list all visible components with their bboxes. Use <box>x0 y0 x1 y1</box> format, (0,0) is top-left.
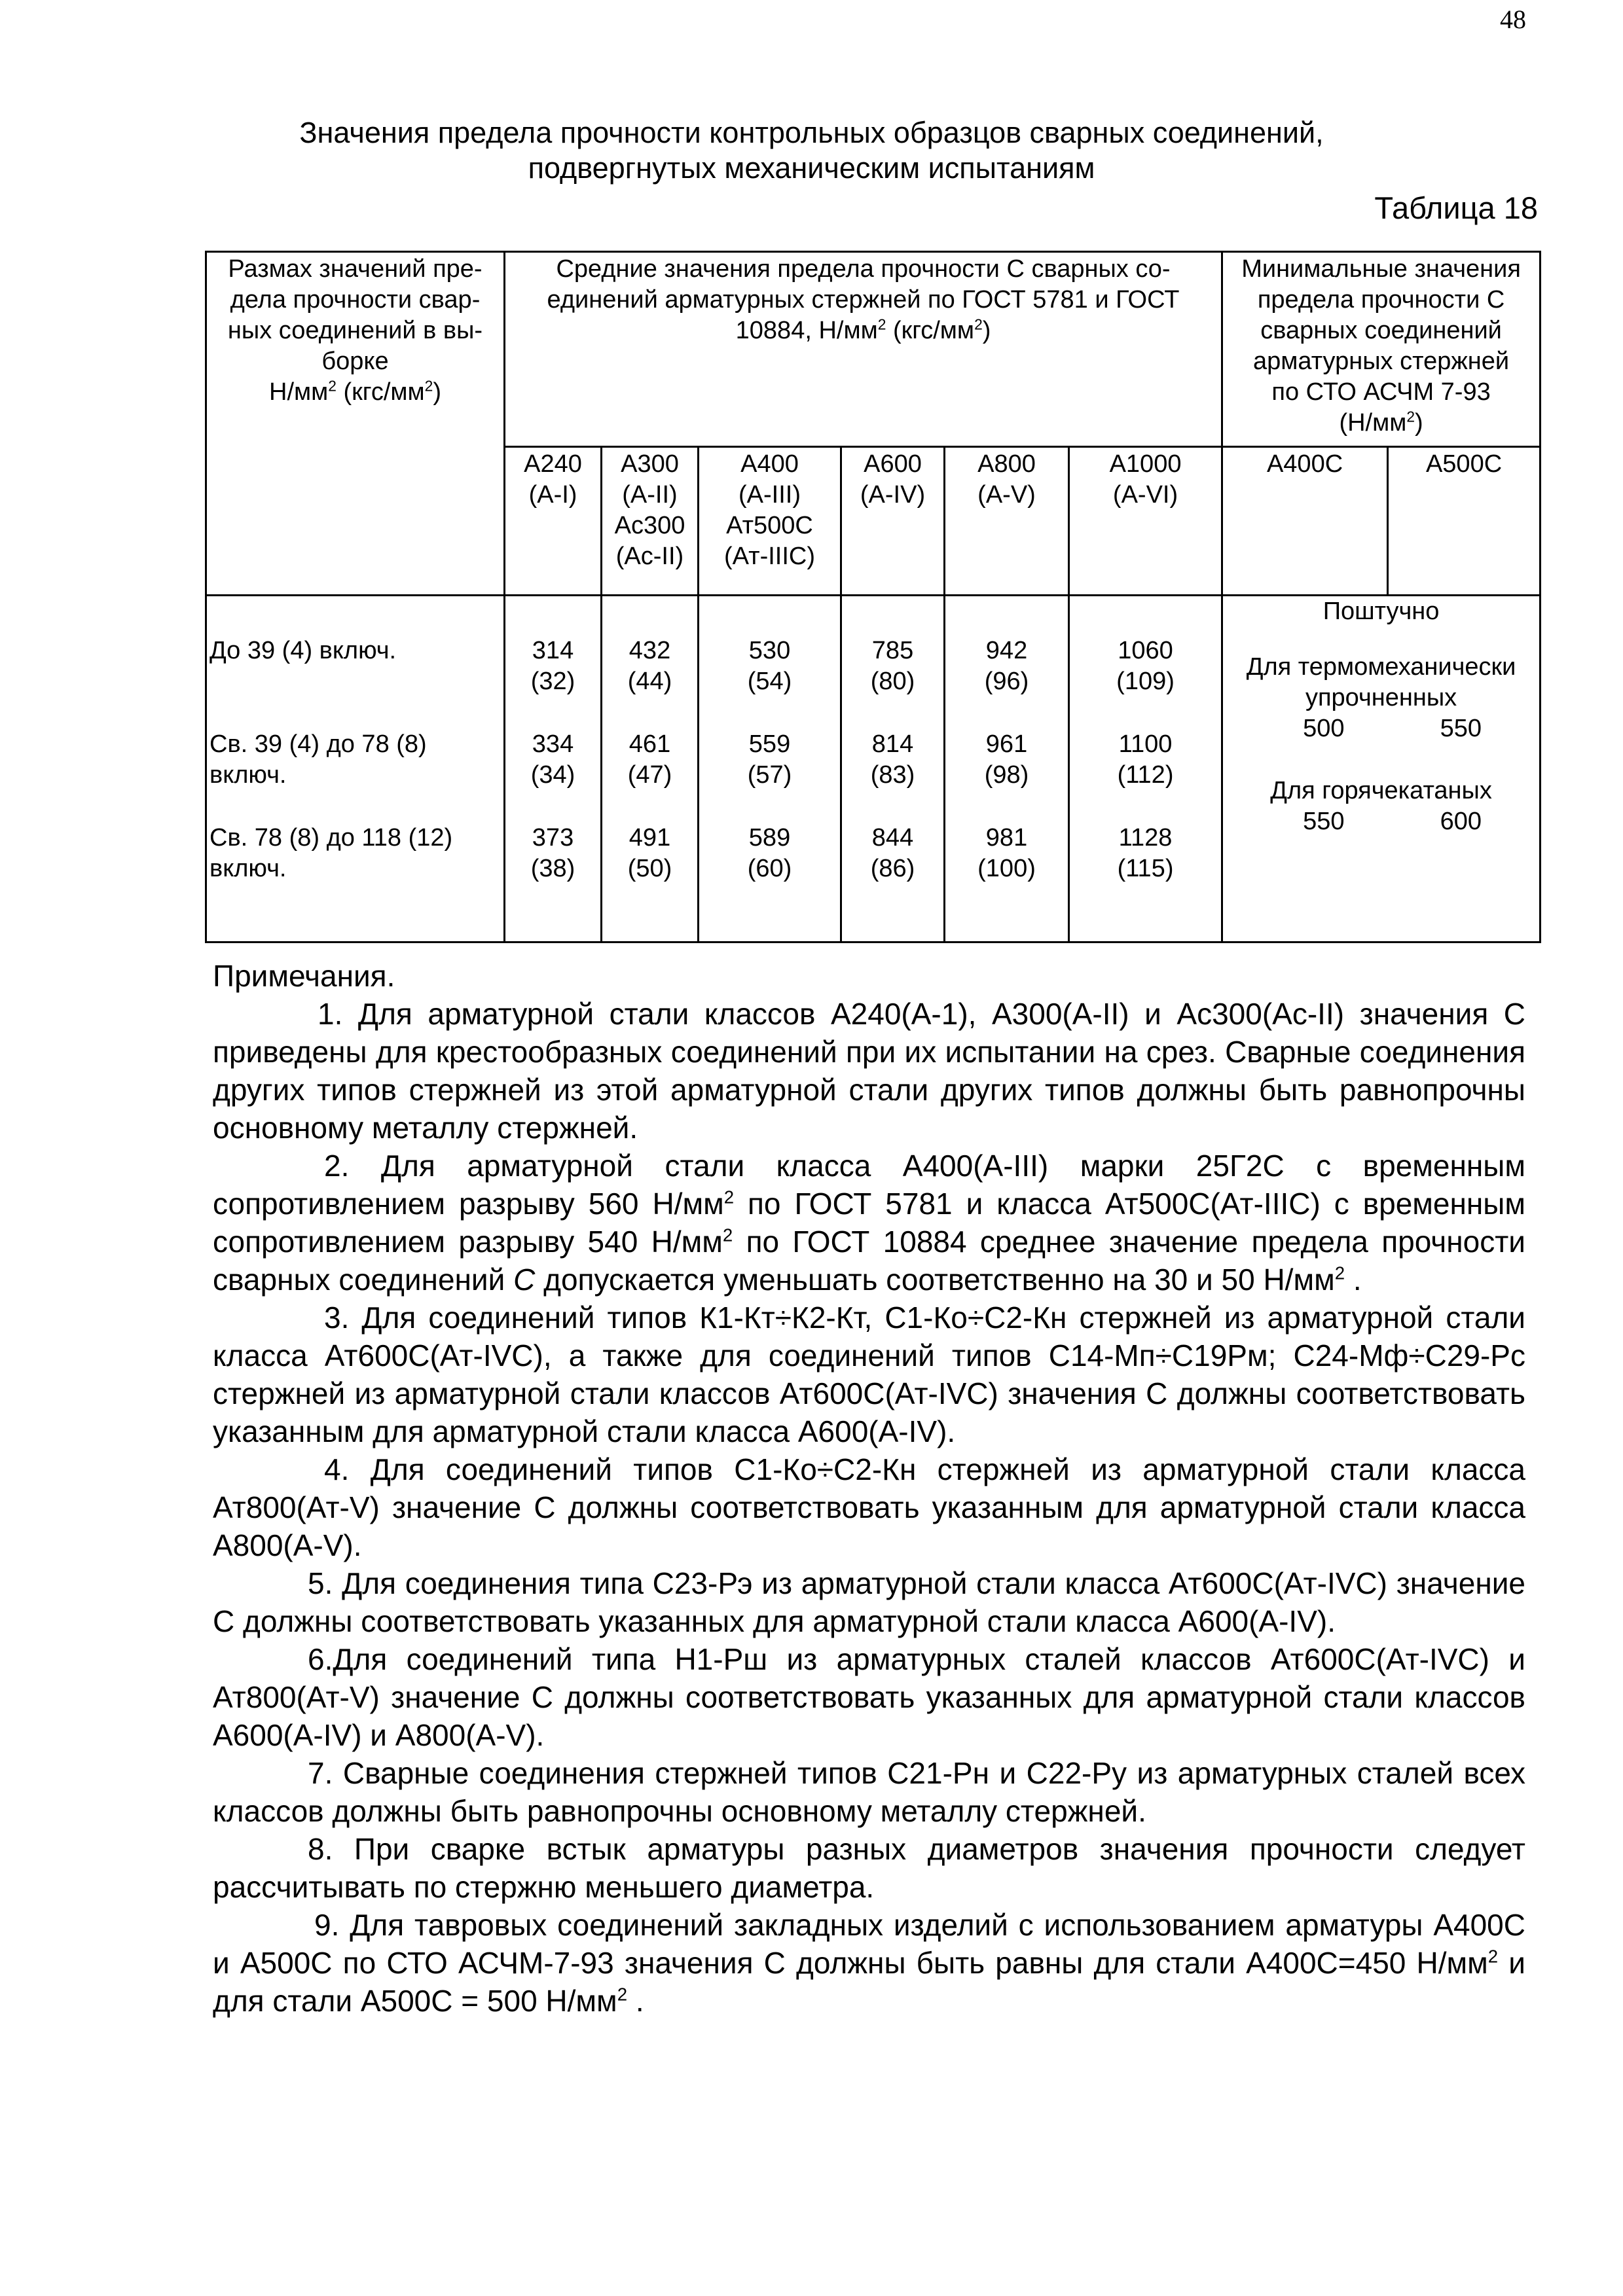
hot-label: Для горячекатаных <box>1270 777 1492 804</box>
notes-section <box>213 957 1525 2020</box>
header-min-values: Минимальные значения предела прочности С сварных соединений арматурных стержней по СТО АСЧМ 7-93 $(Н/мм^2)$ <box>1222 252 1541 447</box>
hot-values: 550 600 <box>1303 808 1482 835</box>
header-range: Размах значений пре- дела прочности свар- ных соединений в вы- борке $Н/мм^2$ $(кгс/мм^2)$ <box>206 252 505 596</box>
subheader-a240: А240 (A-I) <box>505 447 602 596</box>
header-mean-values: Средние значения предела прочности С сварных со- единений арматурных стержней по ГОСТ 5781 и ГОСТ 10884, $Н/мм^2$ $(кгс/мм^2)$ <box>505 252 1222 447</box>
subheader-a500c: А500С <box>1388 447 1541 596</box>
subheader-a600: А600 (А-IV) <box>841 447 945 596</box>
range-row-2: Св. 39 (4) до 78 (8) включ. <box>210 730 427 789</box>
range-column <box>206 596 505 942</box>
note-4: 4. Для соединений типов С1-Ко÷С2-Кн стержней из арматурной стали класса Ат800(Ат-V) значение С должны соответствовать указанным для арматурной стали класса А800(А-V). <box>213 1452 1525 1562</box>
thermo-label-2: упрочненных <box>1305 684 1457 711</box>
values-a300: 432 (44) 461 (47) 491 (50) <box>602 596 699 942</box>
min-values-block <box>1222 596 1541 942</box>
title-line-2: подвергнутых механическим испытаниям <box>528 151 1095 185</box>
thermo-values: 500 550 <box>1303 715 1482 742</box>
values-a240: 314 (32) 334 (34) 373 (38) <box>505 596 602 942</box>
note-3: 3. Для соединений типов К1-Кт÷К2-Кт, С1-Ко÷С2-Кн стержней из арматурной стали класса Ат600С(Ат-IVC), а также для соединений типов С14-Мп÷С19Рм; С24-Мф÷С29-Рс стержней из арматурной стали классов Ат600С(Ат-IVC) значения С должны соответствовать указанным для арматурной стали класса А600(А-IV). <box>213 1300 1525 1448</box>
subheader-a400c: А400С <box>1222 447 1388 596</box>
page-title <box>0 115 1623 186</box>
values-a1000: 1060 (109) 1100 (112) 1128 (115) <box>1069 596 1222 942</box>
note-1: 1. Для арматурной стали классов А240(А-1), А300(А-II) и Ас300(Ас-II) значения С приведены для крестообразных соединений при их испытании на срез. Сварные соединения других типов стержней из этой арматурной стали других типов должны быть равнопрочны основному металлу стержней. <box>213 997 1525 1145</box>
note-9: 9. Для тавровых соединений закладных изделий с использованием арматуры А400С и А500С по СТО АСЧМ-7-93 значения С должны быть равны для стали А400С=450 $Н/мм^2$ и для стали А500С = 500 $Н/мм^2$ . <box>213 1908 1525 2018</box>
values-a600: 785 (80) 814 (83) 844 (86) <box>841 596 945 942</box>
strength-table <box>205 251 1541 943</box>
notes-heading: Примечания. <box>213 959 395 993</box>
piecewise-label: Поштучно <box>1322 598 1440 625</box>
title-line-1: Значения предела прочности контрольных образцов сварных соединений, <box>299 116 1324 149</box>
subheader-a800: А800 (A-V) <box>945 447 1069 596</box>
note-7: 7. Сварные соединения стержней типов С21-Рн и С22-Ру из арматурных сталей всех классов должны быть равнопрочны основному металлу стержней. <box>213 1756 1525 1828</box>
subheader-a400: А400 (А-III) Ат500С (Ат-IIIС) <box>699 447 841 596</box>
values-a800: 942 (96) 961 (98) 981 (100) <box>945 596 1069 942</box>
thermo-label-1: Для термомеханически <box>1246 653 1516 681</box>
range-row-3: Св. 78 (8) до 118 (12) включ. <box>210 824 453 882</box>
range-row-1: До 39 (4) включ. <box>210 637 397 664</box>
note-6: 6.Для соединений типа Н1-Рш из арматурных сталей классов Ат600С(Ат-IVC) и Ат800(Ат-V) значение С должны соответствовать указанных для арматурной стали классов А600(А-IV) и А800(А-V). <box>213 1642 1525 1752</box>
values-a400: 530 (54) 559 (57) 589 (60) <box>699 596 841 942</box>
page-number: 48 <box>1500 5 1526 34</box>
subheader-a300: А300 (А-II) Ас300 (Ас-II) <box>602 447 699 596</box>
note-2: 2. Для арматурной стали класса А400(А-III) марки 25Г2С с временным сопротивлением разрыву 560 $Н/мм^2$ по ГОСТ 5781 и класса Ат500С(Ат-IIIС) с временным сопротивлением разрыву 540 $Н/мм^2$ по ГОСТ 10884 среднее значение предела прочности сварных соединений С допускается уменьшать соответственно на 30 и 50 $Н/мм^2$ . <box>213 1149 1525 1297</box>
table-label: Таблица 18 <box>1374 190 1538 225</box>
subheader-a1000: А1000 (A-VI) <box>1069 447 1222 596</box>
note-5: 5. Для соединения типа С23-Рэ из арматурной стали класса Ат600С(Ат-IVC) значение С должны соответствовать указанных для арматурной стали класса А600(А-IV). <box>213 1566 1525 1638</box>
note-8: 8. При сварке встык арматуры разных диаметров значения прочности следует рассчитывать по стержню меньшего диаметра. <box>213 1832 1525 1904</box>
